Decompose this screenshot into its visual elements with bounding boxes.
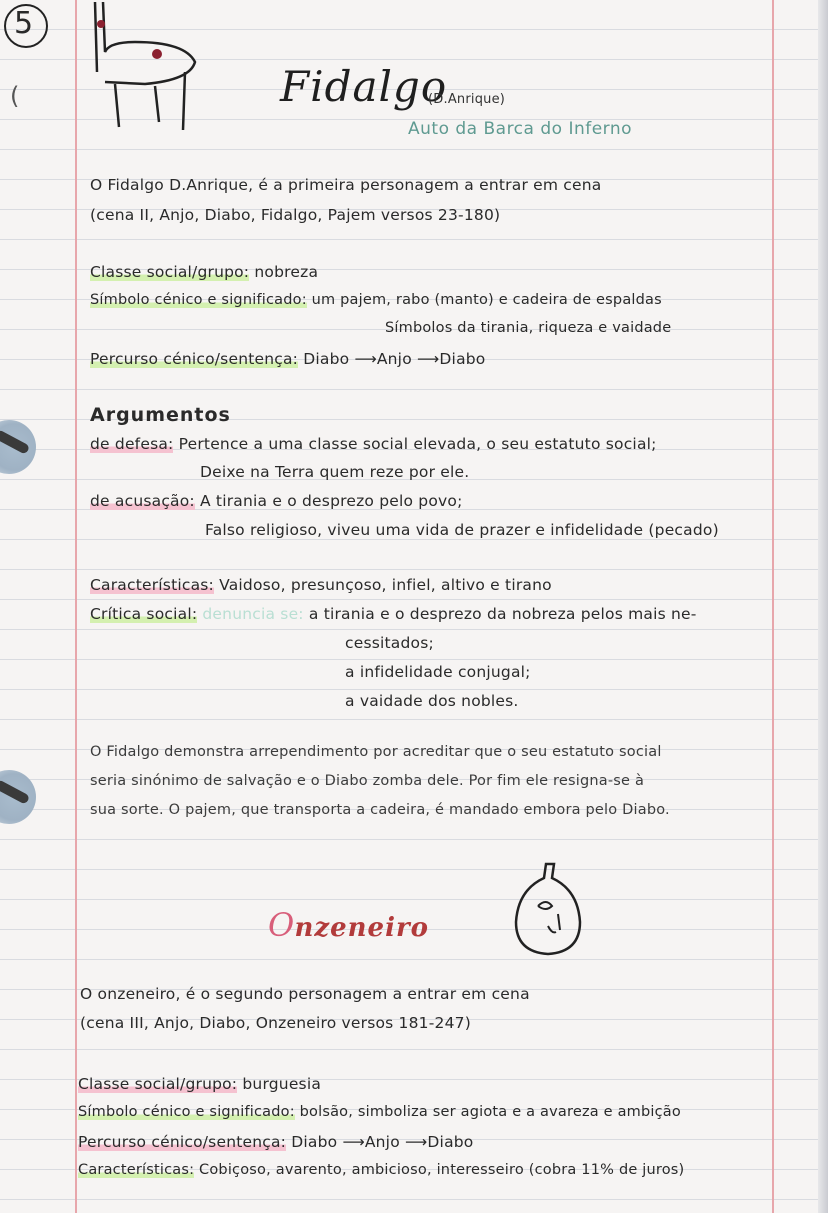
onzeneiro-intro-line1: O onzeneiro, é o segundo personagem a entrar em cena <box>80 985 530 1003</box>
fidalgo-classe-label: Classe social/grupo: <box>90 263 250 281</box>
acusacao-value2: Falso religioso, viveu uma vida de prazer e infidelidade (pecado) <box>205 521 719 539</box>
onzeneiro-title-initial: O <box>268 906 295 944</box>
chair-drawing <box>85 2 205 132</box>
critica-value: a tirania e o desprezo da nobreza pelos mais ne- <box>308 605 697 623</box>
fidalgo-title-paren: (D.Anrique) <box>428 92 506 107</box>
fidalgo-simbolo-value2: Símbolos da tirania, riqueza e vaidade <box>385 320 672 336</box>
onzeneiro-intro-line2: (cena III, Anjo, Diabo, Onzeneiro versos 181-247) <box>80 1014 471 1032</box>
critica-value4: a vaidade dos nobles. <box>345 692 519 710</box>
critica-value2: cessitados; <box>345 634 434 652</box>
critica-faded: denuncia se: <box>202 605 304 623</box>
fidalgo-caracteristicas-label: Características: <box>90 576 214 594</box>
fidalgo-subtitle: Auto da Barca do Inferno <box>408 119 633 139</box>
onzeneiro-percurso-value: Diabo ⟶Anjo ⟶Diabo <box>291 1133 474 1151</box>
page-edge <box>818 0 828 1213</box>
money-bag-drawing <box>508 860 588 960</box>
onzeneiro-title: nzeneiro <box>294 913 430 943</box>
fidalgo-caracteristicas-value: Vaidoso, presunçoso, infiel, altivo e tirano <box>219 576 552 594</box>
fidalgo-paragraph-line2: seria sinónimo de salvação e o Diabo zomba dele. Por fim ele resigna-se à <box>90 773 645 789</box>
fidalgo-intro-line2: (cena II, Anjo, Diabo, Fidalgo, Pajem versos 23-180) <box>90 206 501 224</box>
critica-value3: a infidelidade conjugal; <box>345 663 531 681</box>
onzeneiro-simbolo-label: Símbolo cénico e significado: <box>78 1104 295 1120</box>
onzeneiro-simbolo-value: bolsão, simboliza ser agiota e a avareza e ambição <box>299 1104 681 1120</box>
onzeneiro-percurso-label: Percurso cénico/sentença: <box>78 1133 287 1151</box>
defesa-value: Pertence a uma classe social elevada, o seu estatuto social; <box>178 435 657 453</box>
onzeneiro-caracteristicas-value: Cobiçoso, avarento, ambicioso, interesseiro (cobra 11% de juros) <box>199 1162 685 1178</box>
right-margin-line <box>772 0 774 1213</box>
defesa-value2: Deixe na Terra quem reze por ele. <box>200 463 470 481</box>
onzeneiro-classe-value: burguesia <box>242 1075 322 1093</box>
fidalgo-title: Fidalgo <box>280 62 448 111</box>
onzeneiro-caracteristicas-label: Características: <box>78 1162 195 1178</box>
fidalgo-simbolo-value: um pajem, rabo (manto) e cadeira de espaldas <box>311 292 662 308</box>
fidalgo-paragraph-line1: O Fidalgo demonstra arrependimento por acreditar que o seu estatuto social <box>90 744 662 760</box>
argumentos-heading: Argumentos <box>90 404 231 426</box>
onzeneiro-classe-label: Classe social/grupo: <box>78 1075 238 1093</box>
acusacao-value: A tirania e o desprezo pelo povo; <box>200 492 463 510</box>
fidalgo-percurso-value: Diabo ⟶Anjo ⟶Diabo <box>303 350 486 368</box>
left-margin-line <box>75 0 77 1213</box>
defesa-label: de defesa: <box>90 435 174 453</box>
fidalgo-paragraph-line3: sua sorte. O pajem, que transporta a cadeira, é mandado embora pelo Diabo. <box>90 802 670 818</box>
fidalgo-classe-value: nobreza <box>254 263 319 281</box>
critica-label: Crítica social: <box>90 605 198 623</box>
fidalgo-percurso-label: Percurso cénico/sentença: <box>90 350 299 368</box>
fidalgo-simbolo-label: Símbolo cénico e significado: <box>90 292 307 308</box>
page-number: 5 <box>14 6 34 41</box>
fidalgo-intro-line1: O Fidalgo D.Anrique, é a primeira personagem a entrar em cena <box>90 176 602 194</box>
margin-mark: ( <box>10 82 20 110</box>
acusacao-label: de acusação: <box>90 492 195 510</box>
